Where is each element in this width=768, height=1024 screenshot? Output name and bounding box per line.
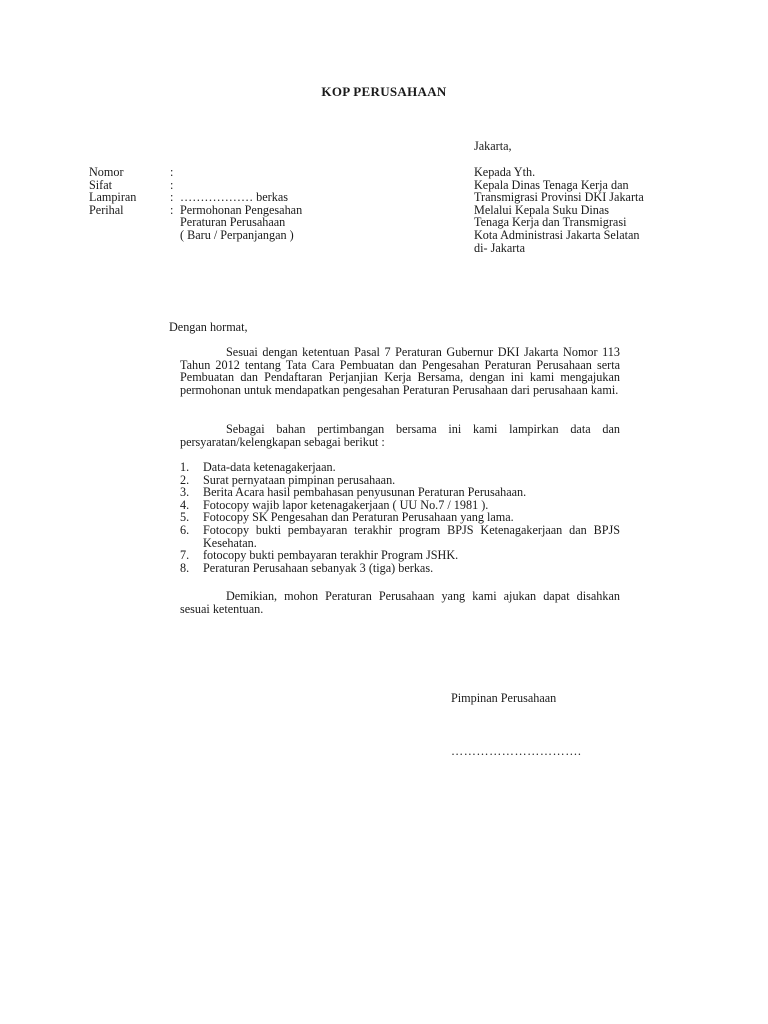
meta-colon: : xyxy=(170,177,174,192)
list-item-text: fotocopy bukti pembayaran terakhir Program JSHK. xyxy=(203,548,459,563)
letter-meta-block xyxy=(89,166,302,242)
list-item xyxy=(180,549,620,562)
body-paragraph-intro xyxy=(180,346,620,396)
signature-title: Pimpinan Perusahaan xyxy=(451,691,557,705)
recipient-line: Tenaga Kerja dan Transmigrasi xyxy=(474,215,627,230)
list-item xyxy=(180,562,620,575)
recipient-line: Kepada Yth. xyxy=(474,165,536,179)
list-item-text: Berita Acara hasil pembahasan penyusunan Peraturan Perusahaan. xyxy=(203,485,527,500)
list-item-number: 1. xyxy=(180,460,190,474)
recipient-line: di- Jakarta xyxy=(474,240,526,255)
list-item-number: 7. xyxy=(180,548,190,563)
meta-colon: : xyxy=(170,190,174,205)
perihal-line: Peraturan Perusahaan xyxy=(180,215,286,230)
meta-label-perihal: Perihal xyxy=(89,202,124,217)
meta-value-lampiran: ……………… berkas xyxy=(180,190,288,205)
paragraph-text: Sesuai dengan ketentuan Pasal 7 Peraturan Gubernur DKI Jakarta Nomor 113 Tahun 2012 tentang Tata Cara Pembuatan dan Pengesahan Peraturan Perusahaan serta Pembuatan dan Pendaftaran Perjanjian Kerja Bersama, dengan ini kami mengajukan permohonan untuk mendapatkan pengesahan Peraturan Perusahaan dari perusahaan kami. xyxy=(180,345,620,397)
meta-row-nomor xyxy=(89,166,302,179)
meta-row-lampiran xyxy=(89,191,302,204)
list-item-text: Data-data ketenagakerjaan. xyxy=(203,460,336,474)
salutation: Dengan hormat, xyxy=(169,320,248,334)
list-item xyxy=(180,486,620,499)
list-item-text: Fotocopy SK Pengesahan dan Peraturan Perusahaan yang lama. xyxy=(203,510,514,525)
recipient-line: Transmigrasi Provinsi DKI Jakarta xyxy=(474,190,644,205)
meta-value-perihal xyxy=(180,204,302,242)
list-item-number: 8. xyxy=(180,560,190,575)
list-item-text: Peraturan Perusahaan sebanyak 3 (tiga) berkas. xyxy=(203,560,434,575)
recipient-address-block xyxy=(474,166,644,254)
perihal-line: Permohonan Pengesahan xyxy=(180,202,303,217)
list-item-number: 3. xyxy=(180,485,190,500)
list-item-number: 6. xyxy=(180,522,190,537)
perihal-line: ( Baru / Perpanjangan ) xyxy=(180,227,294,242)
letterhead-title: KOP PERUSAHAAN xyxy=(321,84,447,99)
recipient-line: Kepala Dinas Tenaga Kerja dan xyxy=(474,177,629,192)
signature-line: …………………………. xyxy=(451,744,582,758)
list-item-number: 2. xyxy=(180,472,190,487)
paragraph-text: Sebagai bahan pertimbangan bersama ini kami lampirkan data dan persyaratan/kelengkapan sebagai berikut : xyxy=(180,422,620,449)
meta-colon: : xyxy=(170,165,174,179)
meta-label-lampiran: Lampiran xyxy=(89,190,137,205)
date-line: Jakarta, xyxy=(474,139,512,153)
list-item-number: 4. xyxy=(180,497,190,512)
attachment-list xyxy=(180,461,620,574)
list-item-text: Fotocopy bukti pembayaran terakhir program BPJS Ketenagakerjaan dan BPJS Kesehatan. xyxy=(203,522,620,550)
list-item xyxy=(180,524,620,549)
list-item-number: 5. xyxy=(180,510,190,525)
meta-row-perihal xyxy=(89,204,302,242)
meta-colon: : xyxy=(170,202,174,217)
list-item xyxy=(180,461,620,474)
body-paragraph-attachments xyxy=(180,423,620,448)
list-item-text: Fotocopy wajib lapor ketenagakerjaan ( UU No.7 / 1981 ). xyxy=(203,497,489,512)
meta-label-nomor: Nomor xyxy=(89,165,124,179)
recipient-line: Melalui Kepala Suku Dinas xyxy=(474,202,610,217)
recipient-line: Kota Administrasi Jakarta Selatan xyxy=(474,227,640,242)
body-paragraph-closing xyxy=(180,590,620,615)
paragraph-text: Demikian, mohon Peraturan Perusahaan yang kami ajukan dapat disahkan sesuai ketentuan. xyxy=(180,589,620,616)
list-item-text: Surat pernyataan pimpinan perusahaan. xyxy=(203,472,396,487)
meta-label-sifat: Sifat xyxy=(89,177,113,192)
